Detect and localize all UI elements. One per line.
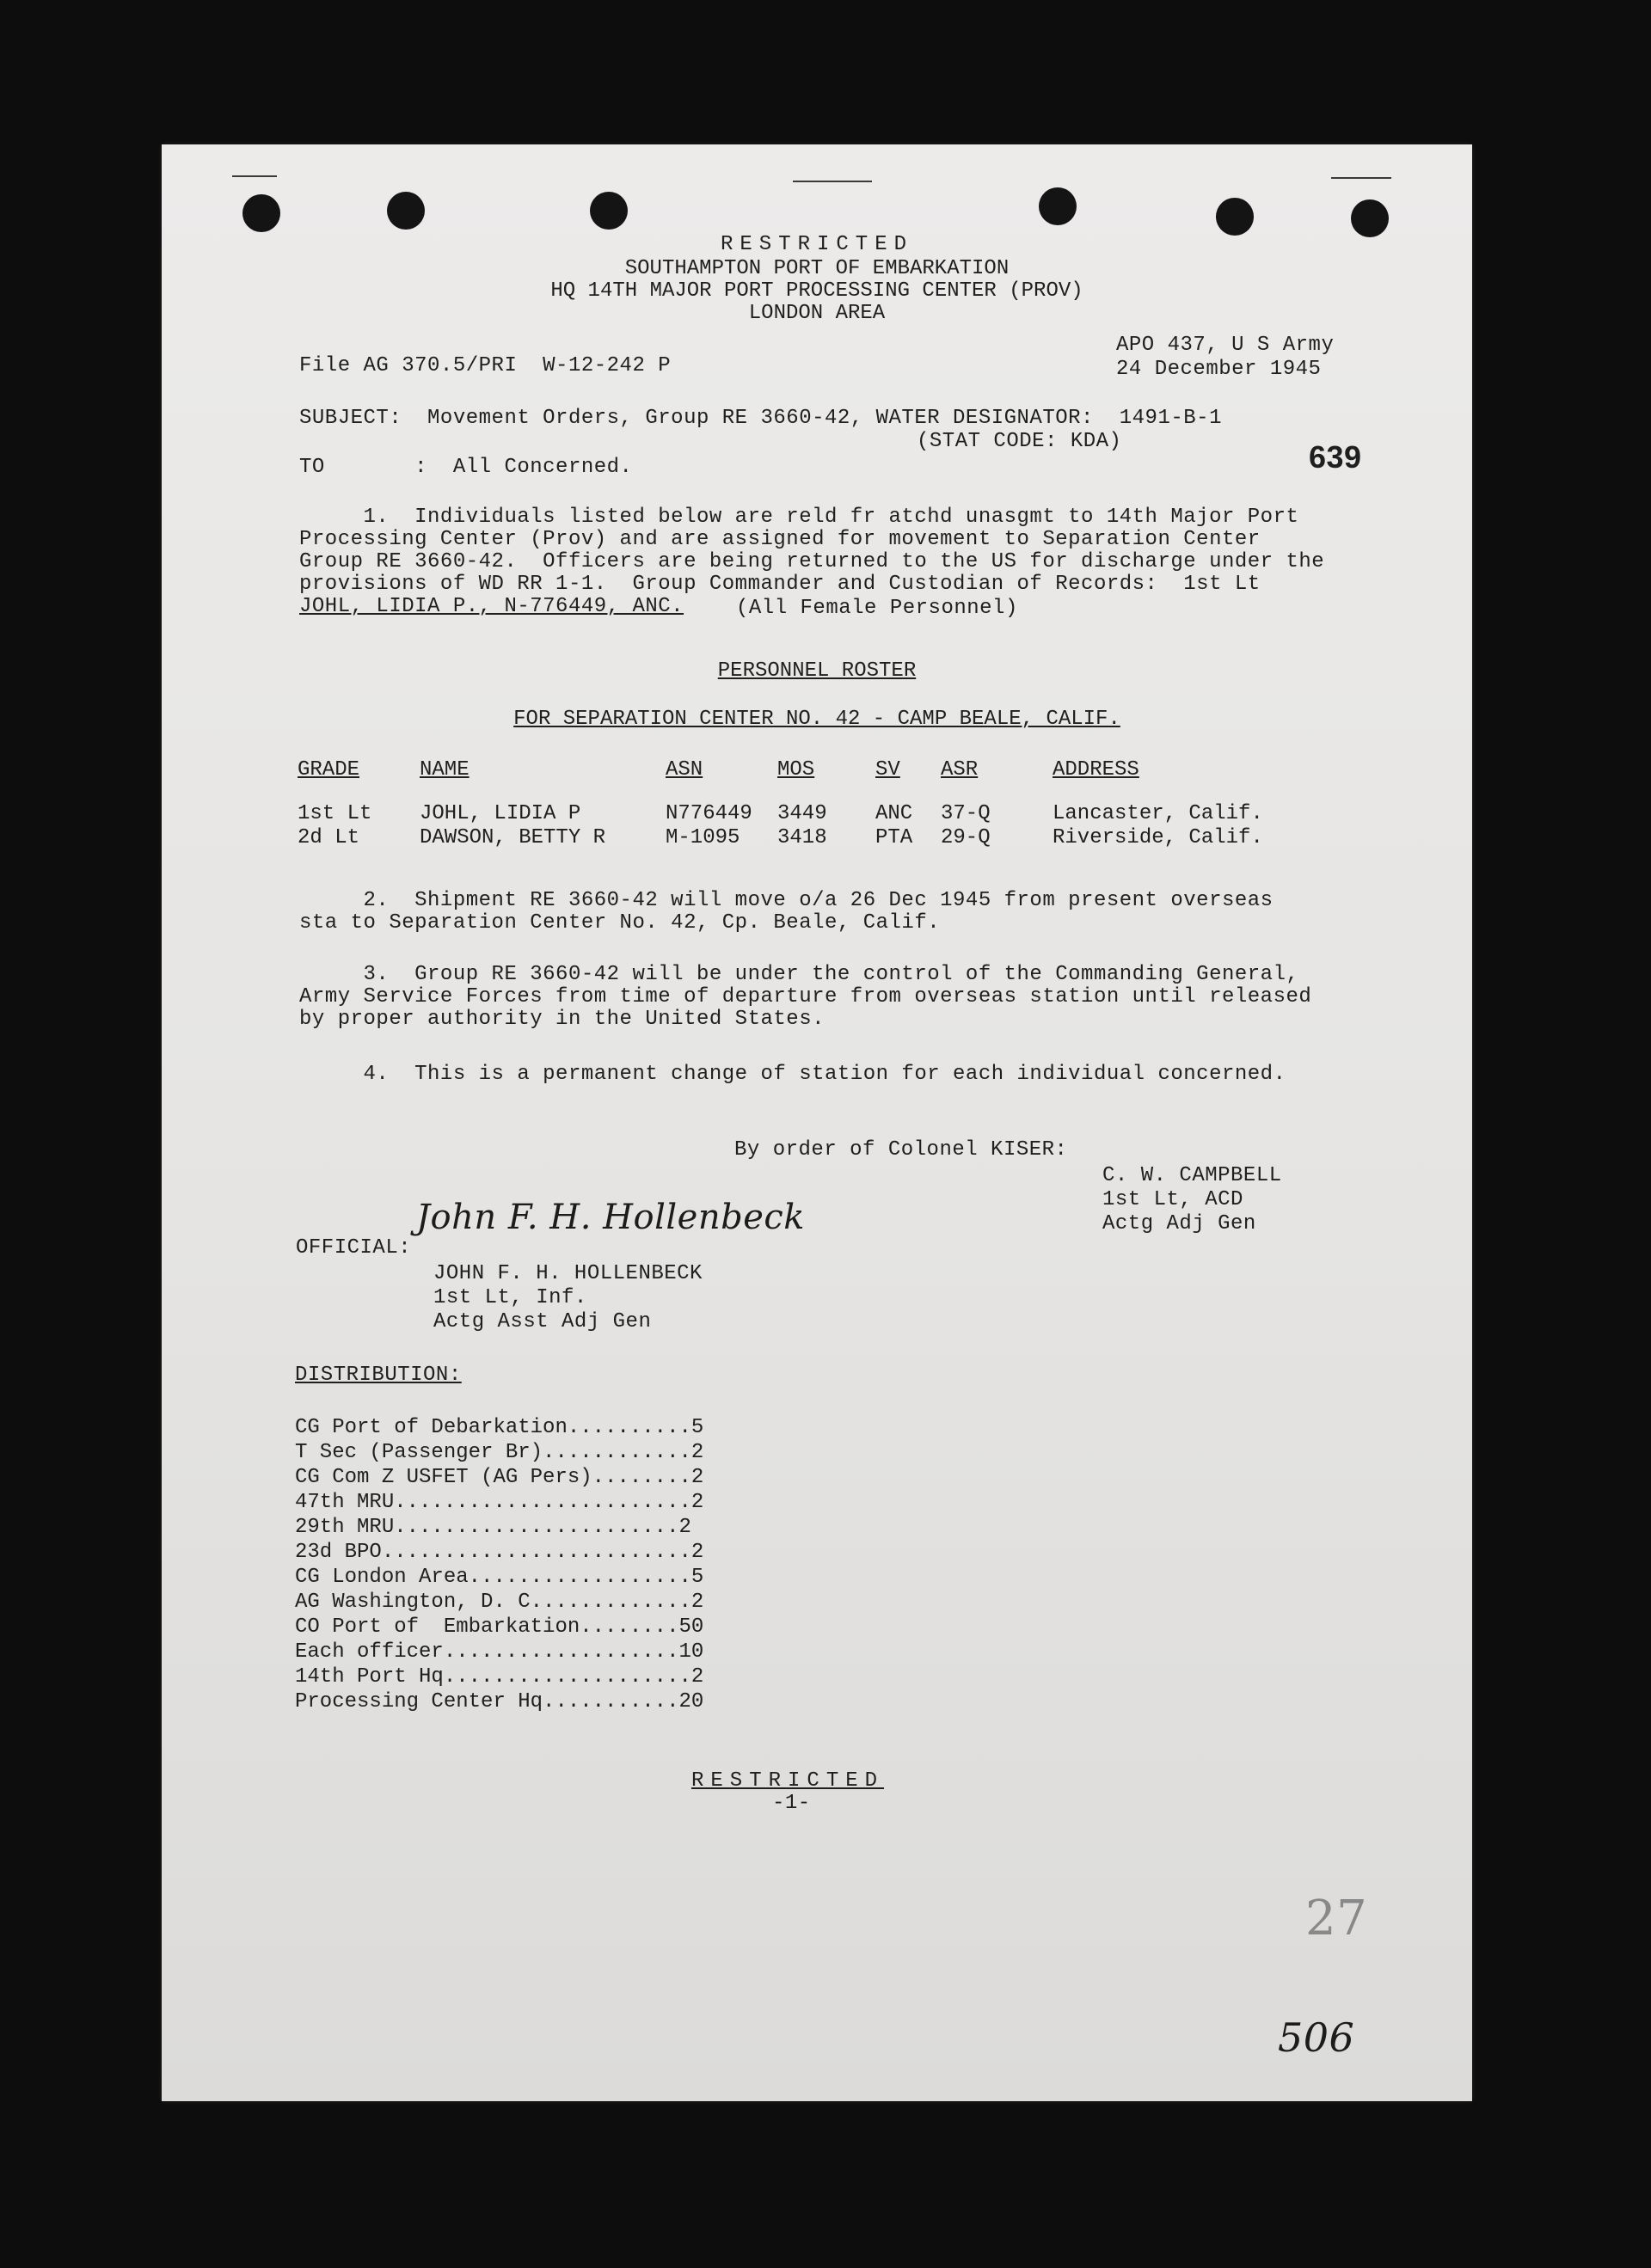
group-commander: JOHL, LIDIA P., N-776449, ANC. [299, 595, 684, 618]
female-personnel-note: (All Female Personnel) [736, 597, 1018, 620]
list-item: CO Port of Embarkation........50 [295, 1615, 704, 1639]
by-order-line: By order of Colonel KISER: [734, 1138, 1068, 1162]
para1-line-2: Processing Center (Prov) and are assigned for movement to Separation Center [299, 528, 1261, 551]
punch-hole-3 [590, 192, 628, 230]
cell-asn: N776449 [666, 801, 752, 825]
header-line-1: SOUTHAMPTON PORT OF EMBARKATION [624, 257, 1010, 280]
list-item: T Sec (Passenger Br)............2 [295, 1441, 704, 1464]
punch-hole-6 [1351, 199, 1389, 237]
para1-line-4: provisions of WD RR 1-1. Group Commander and Custodian of Records: 1st Lt [299, 573, 1261, 596]
cell-grade: 1st Lt [298, 801, 372, 825]
para3-line-2: Army Service Forces from time of departure from overseas station until released [299, 985, 1312, 1008]
cell-sv: ANC [875, 801, 913, 825]
para2-line-1: 2. Shipment RE 3660-42 will move o/a 26 Dec 1945 from present overseas [299, 889, 1274, 912]
cell-asr: 37-Q [941, 801, 991, 825]
list-item: Processing Center Hq...........20 [295, 1690, 704, 1713]
list-item: 29th MRU.......................2 [295, 1516, 691, 1539]
stamp-number: 506 [1278, 2014, 1355, 2061]
para1-line-1: 1. Individuals listed below are reld fr atchd unasgmt to 14th Major Port [299, 506, 1299, 529]
cell-sv: PTA [875, 825, 913, 849]
cell-asn: M-1095 [666, 825, 740, 849]
official-label: OFFICIAL: [296, 1236, 412, 1260]
cell-mos: 3449 [777, 801, 827, 825]
list-item: AG Washington, D. C.............2 [295, 1591, 704, 1614]
roster-title: PERSONNEL ROSTER [717, 659, 917, 683]
punch-hole-4 [1039, 187, 1077, 225]
apo-line: APO 437, U S Army [1116, 334, 1335, 357]
distribution-list [295, 1415, 703, 1714]
personnel-roster-table [298, 758, 1310, 849]
distribution-title: DISTRIBUTION: [295, 1364, 462, 1387]
official-title: Actg Asst Adj Gen [433, 1310, 652, 1333]
subject-line: SUBJECT: Movement Orders, Group RE 3660-42, WATER DESIGNATOR: 1491-B-1 [299, 407, 1222, 430]
roster-subtitle: FOR SEPARATION CENTER NO. 42 - CAMP BEALE, CALIF. [513, 708, 1120, 731]
cell-asr: 29-Q [941, 825, 991, 849]
stat-code: (STAT CODE: KDA) [917, 430, 1122, 453]
cell-address: Riverside, Calif. [1053, 825, 1263, 849]
restricted-footer: RESTRICTED [691, 1769, 885, 1793]
cell-address: Lancaster, Calif. [1053, 801, 1263, 825]
header-line-3: LONDON AREA [748, 302, 886, 325]
column-header: ASN [666, 758, 703, 782]
official-name: JOHN F. H. HOLLENBECK [433, 1262, 703, 1285]
edge-mark-2 [793, 181, 872, 182]
para3-line-1: 3. Group RE 3660-42 will be under the control of the Commanding General, [299, 963, 1299, 986]
list-item: 47th MRU........................2 [295, 1491, 704, 1514]
file-reference: File AG 370.5/PRI W-12-242 P [299, 354, 672, 377]
to-line: TO : All Concerned. [299, 456, 633, 479]
column-header: NAME [420, 758, 470, 782]
column-header: MOS [777, 758, 815, 782]
header-line-2: HQ 14TH MAJOR PORT PROCESSING CENTER (PROV) [550, 279, 1083, 303]
faint-margin-number: 27 [1305, 1891, 1368, 1946]
column-header: GRADE [298, 758, 360, 782]
date-line: 24 December 1945 [1116, 358, 1322, 381]
table-row [298, 825, 1310, 849]
document-page [162, 144, 1472, 2101]
document-number: 639 [1309, 439, 1362, 475]
punch-hole-2 [387, 192, 425, 230]
punch-hole-1 [242, 194, 280, 232]
punch-hole-5 [1216, 198, 1254, 236]
cell-mos: 3418 [777, 825, 827, 849]
edge-mark-1 [232, 175, 277, 177]
cell-name: JOHL, LIDIA P [420, 801, 581, 825]
edge-mark-3 [1331, 177, 1391, 179]
handwritten-signature: John F. H. Hollenbeck [416, 1198, 806, 1237]
list-item: 23d BPO.........................2 [295, 1541, 704, 1564]
signer-rank: 1st Lt, ACD [1102, 1188, 1243, 1211]
table-row [298, 801, 1310, 825]
list-item: CG Port of Debarkation..........5 [295, 1416, 704, 1439]
page-number: -1- [772, 1792, 811, 1815]
cell-grade: 2d Lt [298, 825, 360, 849]
roster-header-row [298, 758, 1310, 801]
column-header: ASR [941, 758, 979, 782]
signer-title: Actg Adj Gen [1102, 1212, 1256, 1235]
cell-name: DAWSON, BETTY R [420, 825, 606, 849]
para3-line-3: by proper authority in the United States. [299, 1008, 825, 1031]
list-item: Each officer...................10 [295, 1640, 704, 1664]
list-item: 14th Port Hq....................2 [295, 1665, 704, 1689]
official-rank: 1st Lt, Inf. [433, 1286, 587, 1309]
column-header: SV [875, 758, 900, 782]
para2-line-2: sta to Separation Center No. 42, Cp. Beale, Calif. [299, 911, 941, 935]
list-item: CG Com Z USFET (AG Pers)........2 [295, 1466, 704, 1489]
signer-name: C. W. CAMPBELL [1102, 1164, 1282, 1187]
para4-line: 4. This is a permanent change of station for each individual concerned. [299, 1063, 1286, 1086]
restricted-header: RESTRICTED [720, 233, 914, 256]
column-header: ADDRESS [1053, 758, 1139, 782]
list-item: CG London Area..................5 [295, 1566, 704, 1589]
para1-line-3: Group RE 3660-42. Officers are being returned to the US for discharge under the [299, 550, 1325, 573]
